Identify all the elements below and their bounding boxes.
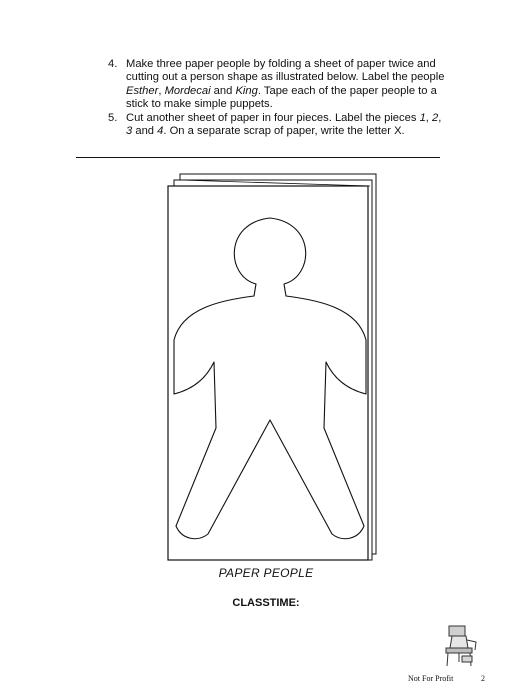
step-4-sep-1: , <box>158 84 165 97</box>
step-5-sep-3: and <box>132 125 158 138</box>
step-4-sep-2: and <box>210 84 236 97</box>
horizontal-rule <box>76 157 440 158</box>
step-5-sep-2: , <box>438 111 442 124</box>
instructions-list <box>104 58 449 138</box>
step-4-text-b: . Tape each of the paper people to a stick to make simple puppets. <box>126 84 437 111</box>
step-5-text-a: Cut another sheet of paper in four pieces. Label the pieces <box>126 111 420 124</box>
figure-caption: PAPER PEOPLE <box>218 566 314 580</box>
name-esther: Esther <box>126 84 159 97</box>
piece-label-1: 1 <box>419 111 426 124</box>
step-4 <box>104 58 449 112</box>
classtime-label: CLASSTIME: <box>232 597 300 609</box>
desk-chair-drawing <box>446 626 476 666</box>
name-king: King <box>235 84 258 97</box>
step-5-text-b: . On a separate scrap of paper, write the letter X. <box>163 125 405 138</box>
step-4-number: 4. <box>108 58 118 70</box>
step-5 <box>104 112 449 139</box>
step-4-text-a: Make three paper people by folding a sheet of paper twice and cutting out a person shape as illustrated below. Label the people <box>126 58 445 84</box>
piece-label-3: 3 <box>126 125 133 138</box>
piece-label-2: 2 <box>432 111 439 124</box>
paper-people-illustration <box>160 168 380 563</box>
step-5-number: 5. <box>108 111 118 124</box>
footer-text: Not For Profit <box>408 674 454 683</box>
step-5-sep-1: , <box>425 111 433 124</box>
page-number: 2 <box>481 674 485 683</box>
name-mordecai: Mordecai <box>164 84 211 97</box>
desk-chair-icon <box>440 624 478 668</box>
piece-label-4: 4 <box>157 125 164 138</box>
